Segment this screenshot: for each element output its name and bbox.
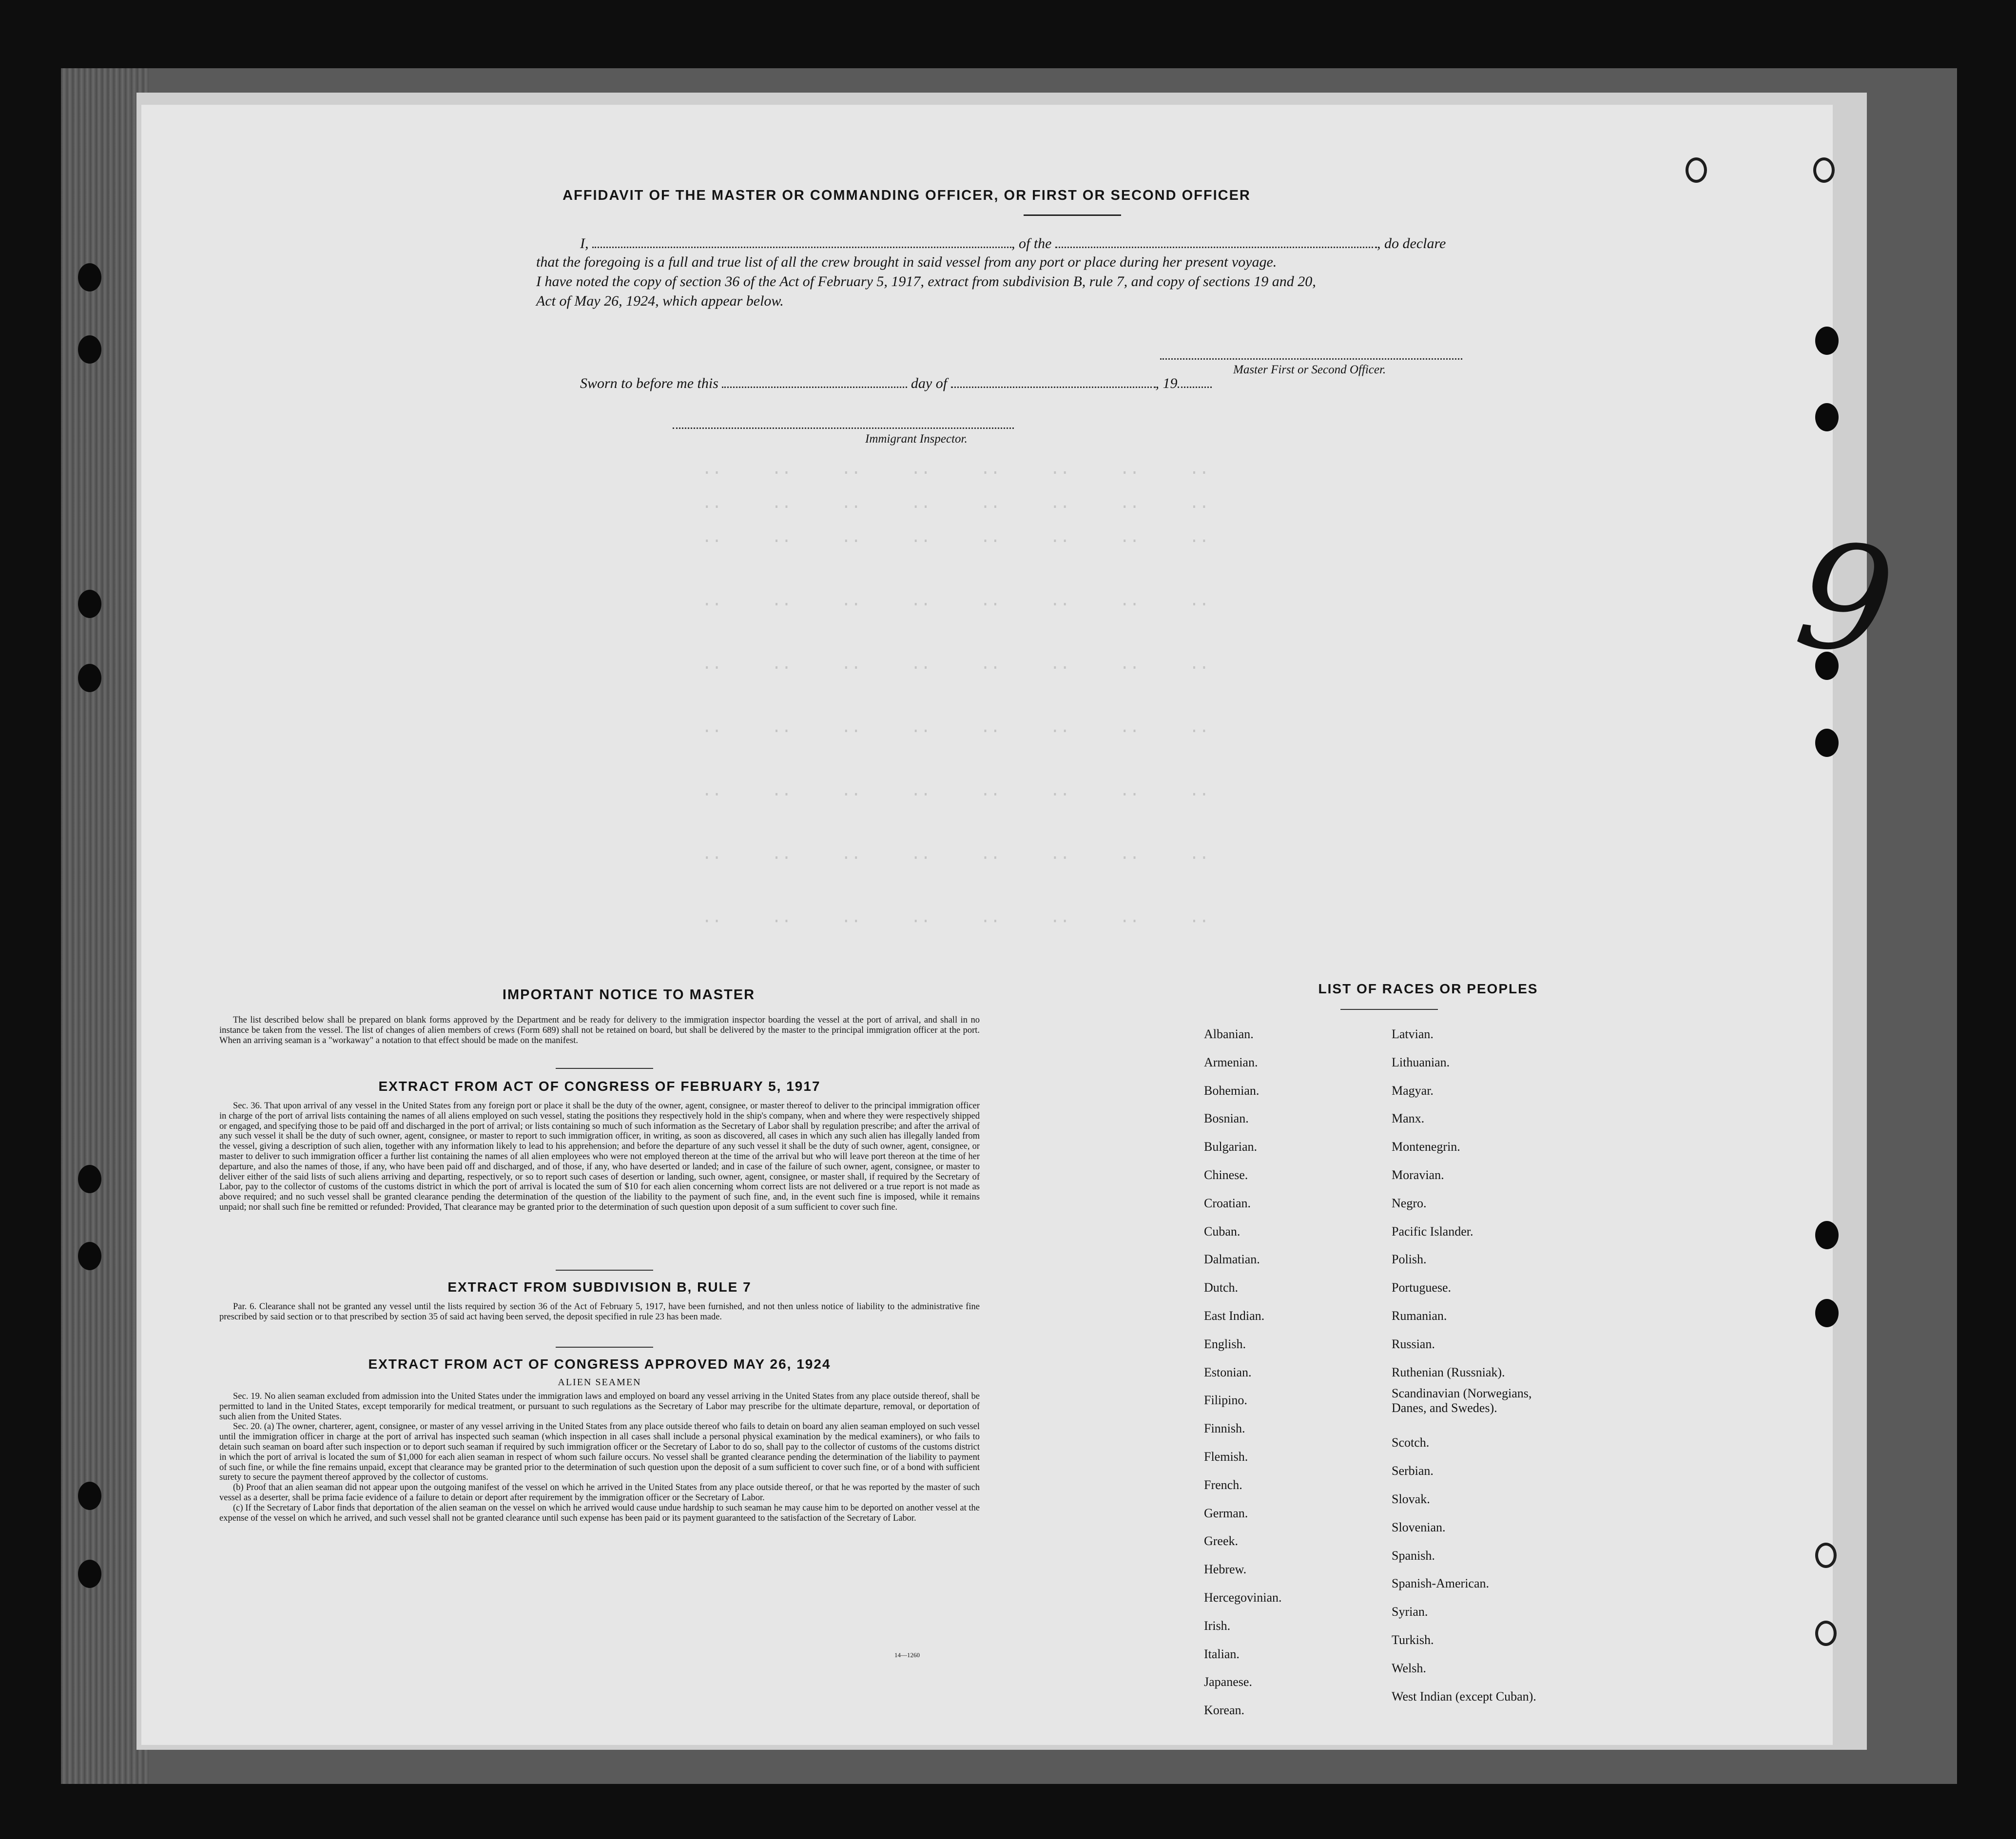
sworn-year-blank	[1178, 374, 1212, 388]
race-entry: Pacific Islander.	[1392, 1224, 1473, 1239]
race-entry: Magyar.	[1392, 1083, 1434, 1098]
race-entry: Latvian.	[1392, 1027, 1434, 1041]
race-entry: Lithuanian.	[1392, 1055, 1450, 1069]
sworn-day-blank	[722, 374, 907, 388]
race-entry: Polish.	[1392, 1252, 1427, 1267]
declarant-prefix: I,	[580, 235, 589, 252]
race-entry: Moravian.	[1392, 1167, 1444, 1182]
race-entry: Filipino.	[1204, 1393, 1247, 1408]
notice-text	[219, 1015, 980, 1045]
race-entry: Italian.	[1204, 1646, 1240, 1661]
races-column-2	[1392, 1020, 1567, 1710]
race-entry: Syrian.	[1392, 1605, 1428, 1619]
extract-divider-2	[556, 1347, 653, 1348]
section-20b-paragraph: (b) Proof that an alien seaman did not appear upon the outgoing manifest of the vessel on which he arrived in the United States from any place outside thereof, or that he was reported by the master of such vessel as a deserter, shall be prima facie evidence of a failure to detain or deport after requirement by the immigration officer or the Secretary of Labor.	[219, 1483, 980, 1503]
extract-1917-title: EXTRACT FROM ACT OF CONGRESS OF FEBRUARY 5, 1917	[378, 1079, 821, 1094]
race-entry: Albanian.	[1204, 1027, 1254, 1041]
rail-hole	[78, 335, 101, 364]
affidavit-page: .. .. .. .. .. .. .. .. .. .. .. .. .. .. .. .. .. .. .. .. .. .. .. .. .. .. .. .. .. .. .. .. .. .. .. .. .. .. .. .. .. .. .. .. .. .. .. .. .. .. .. .. .. .. .. .. .. .. .. .. .. .. .. .. .. .. .. .. .. .. .. .. AFFIDAVIT OF THE MASTER OR COMMANDING OFFICER, OR FIRST OR SECOND OFFICER I, , of the , do declare that the foregoing is a full and true list of all the crew brought in said vessel from any port or place during her present voyage. I have noted the copy of section 36 of the Act of February 5, 1917, extract from subdivision B, rule 7, and copy of sections 19 and 20, Act of May 26, 1924, which appear below. Master First or Second Officer. Sworn to before me this day of , 19 Immigrant Inspector. IMPORTANT NOTICE TO MASTER The list described below shall be prepared on blank forms approved by the Department and be ready for delivery to the immigration inspector boarding the vessel at the port of arrival, and shall in no instance be taken from the vessel. The list of changes of alien members of crews (Form 689) shall not be retained on board, but shall be delivered by the master to the principal immigration officer at the port. When an arriving seaman is a "workaway" a notation to that effect should be made on the manifest. EXTRACT FROM ACT OF CONGRESS OF FEBRUARY 5, 1917 Sec. 36. That upon arrival of any vessel in the United States from any foreign port or place it shall be the duty of the owner, agent, consignee, or master thereof to deliver to the principal immigration officer in charge of the port of arrival lists containing the names of all aliens employed on such vessel, stating the positions they respectively hold in the ship's company, when and where they were respectively shipped or engaged, and specifying those to be paid off and discharged in the port of arrival; or lists containing so much of such information as the Secretary of Labor shall by regulation prescribe; and after the arrival of any such vessel it shall be the duty of such owner, agent, consignee, or master to report to such immigration officer, in writing, as soon as discovered, all cases in which any such alien has illegally landed from the vessel, giving a description of such alien, together with any information likely to lead to his apprehension; and before the departure of any such vessel it shall be the duty of such owner, agent, consignee, or master to deliver to such immigration officer a further list containing the names of all alien employees who were not employed thereon at the time of the arrival but who will leave port thereon at the time of her departure, and also the names of those, if any, who have been paid off and discharged, and of those, if any, who have deserted or landed; and in case of the failure of such owner, agent, consignee, or master to deliver either of the said lists of such aliens arriving and departing, respectively, or so to report such cases of desertion or landing, such owner, agent, consignee, or master shall, if required by the Secretary of Labor, pay to the collector of customs of the customs district in which the port of arrival is located the sum of $10 for each alien concerning whom correct lists are not delivered or a true report is not made as above required; and no such vessel shall be granted clearance pending the determination of the question of the liability to the payment of such fine, and, in the event such fine is imposed, while it remains unpaid; nor shall such fine be remitted or refunded: Provided, That clearance may be granted prior to the determination of such question upon deposit of a sum sufficient to cover such fine. EXTRACT FROM SUBDIVISION B, RULE 7 Par. 6. Clearance shall not be granted any vessel until the lists required by section 36 of the Act of February 5, 1917, have been furnished, and not then unless notice of liability to the administrative fine prescribed by said section or to that prescribed by section 35 of said act having been served, the deposit specified in rule 23 has been made. EXTRACT FROM ACT OF CONGRESS APPROVED MAY 26, 1924 ALIEN SEAMEN Sec. 19. No alien seaman excluded from admission into the United States under the immigration laws and employed on board any vessel arriving in the United States from any place outside thereof, shall be permitted to land in the United States, except temporarily for medical treatment, or pursuant to such regulations as the Secretary of Labor may prescribe for the ultimate departure, removal, or deportation of such alien from the United States. Sec. 20. (a) The owner, charterer, agent, consignee, or master of any vessel arriving in the United States from any place outside thereof who fails to detain on board any alien seaman employed on such vessel until the immigration officer in charge at the port of arrival has inspected such seaman (which inspection in all cases shall include a personal physical examination by the medical examiners), or who fails to detain such seaman on board after such inspection or to deport such seaman if required by such immigration officer or the Secretary of Labor to do so, shall pay to the collector of customs of the customs district in which the port of arrival is located the sum of $1,000 for each alien seaman in respect of whom such failure occurs. No vessel shall be granted clearance pending the determination of the liability to payment of such fine, or while the fine remains unpaid, except that clearance may be granted prior to the determination of such question upon the deposit of a sum sufficient to cover such fine, or of a bond with sufficient surety to secure the payment thereof approved by the collector of customs. (b) Proof that an alien seaman did not appear upon the outgoing manifest of the vessel on which he arrived in the United States from any place outside thereof, or that he was reported by the master of such vessel as a deserter, shall be prima facie evidence of a failure to detain or deport after requirement by the immigration officer or the Secretary of Labor. (c) If the Secretary of Labor finds that deportation of the alien seaman on the vessel on which he arrived would cause undue hardship to such seaman he may cause him to be deported on another vessel at the expense of the vessel on which he arrived, and such vessel shall not be granted clearance until such expense has been paid or its payment guaranteed to the satisfaction of the Secretary of Labor. 14—1260 LIST OF RACES OR PEOPLES Albanian. Armenian. Bohemian. Bosnian. Bulgarian. Chinese. Croatian. Cuban. Dalmatian. Dutch. East Indian. English. Estonian. Filipino. Finnish. Flemish. French. German. Greek. Hebrew. Hercegovinian. Irish. Italian. Japanese. Korean. Latvian. Lithuanian. Magyar. Manx. Montenegrin. Moravian. Negro. Pacific Islander. Polish. Portuguese. Rumanian. Russian. Ruthenian (Russniak). Scandinavian (Norwegians, Danes, and Swedes). Scotch. Serbian. Slovak. Slovenian. Spanish. Spanish-American. Syrian. Turkish. Welsh. West Indian (except Cuban). 9	[141, 105, 1833, 1745]
race-entry: English.	[1204, 1336, 1246, 1351]
race-entry: Serbian.	[1392, 1464, 1434, 1478]
sworn-text: Sworn to before me this	[580, 375, 718, 391]
race-entry: Cuban.	[1204, 1224, 1241, 1239]
inspector-signature-label: Immigrant Inspector.	[865, 432, 968, 445]
section-20a-paragraph: Sec. 20. (a) The owner, charterer, agent, consignee, or master of any vessel arriving in the United States from any place outside thereof who fails to detain on board any alien seaman employed on such vessel until the immigration officer in charge at the port of arrival has inspected such seaman (which inspection in all cases shall include a personal physical examination by the medical examiners), or who fails to detain such seaman on board after such inspection or to deport such seaman if required by such immigration officer or the Secretary of Labor to do so, shall pay to the collector of customs of the customs district in which the port of arrival is located the sum of $1,000 for each alien seaman in respect of whom such failure occurs. No vessel shall be granted clearance pending the determination of the liability to payment of such fine, or while the fine remains unpaid, except that clearance may be granted prior to the determination of such question upon the deposit of a sum sufficient to cover such fine, or of a bond with sufficient surety to secure the payment thereof approved by the collector of customs.	[219, 1422, 980, 1483]
race-entry: Korean.	[1204, 1703, 1245, 1718]
rail-hole	[78, 1560, 101, 1588]
race-entry: Scotch.	[1392, 1435, 1430, 1450]
race-entry: Bohemian.	[1204, 1083, 1260, 1098]
rail-hole	[78, 1482, 101, 1510]
rail-hole	[78, 263, 101, 291]
extract-1924-title: EXTRACT FROM ACT OF CONGRESS APPROVED MAY 26, 1924	[368, 1356, 831, 1372]
binder-hole	[1815, 327, 1839, 355]
race-entry: German.	[1204, 1506, 1248, 1520]
officer-name-blank	[592, 234, 1011, 248]
race-entry: East Indian.	[1204, 1308, 1265, 1323]
race-entry: Welsh.	[1392, 1661, 1426, 1675]
race-entry: Manx.	[1392, 1111, 1425, 1126]
binder-hole	[1686, 157, 1707, 183]
race-entry: Dutch.	[1204, 1280, 1239, 1295]
section-19-paragraph: Sec. 19. No alien seaman excluded from admission into the United States under the immigration laws and employed on board any vessel arriving in the United States from any place outside thereof, shall be permitted to land in the United States, except temporarily for medical treatment, or pursuant to such regulations as the Secretary of Labor may prescribe for the ultimate departure, removal, or deportation of such alien from the United States.	[219, 1392, 980, 1422]
race-entry: Flemish.	[1204, 1449, 1248, 1464]
alien-seamen-subtitle: ALIEN SEAMEN	[558, 1377, 641, 1388]
binder-hole	[1815, 1621, 1837, 1646]
race-entry: Spanish-American.	[1392, 1576, 1490, 1591]
race-entry: Slovak.	[1392, 1491, 1430, 1506]
race-entry: Spanish.	[1392, 1548, 1435, 1563]
binder-hole	[1815, 1221, 1839, 1249]
race-entry: Turkish.	[1392, 1632, 1434, 1647]
extract-1924-text	[219, 1392, 980, 1523]
race-entry: Dalmatian.	[1204, 1252, 1260, 1267]
declaration-line-1	[580, 234, 1446, 252]
section-20c-paragraph: (c) If the Secretary of Labor finds that deportation of the alien seaman on the vessel on which he arrived would cause undue hardship to such seaman he may cause him to be deported on another vessel at the expense of the vessel on which he arrived, and such vessel shall not be granted clearance until such expense has been paid or its payment guaranteed to the satisfaction of the Secretary of Labor.	[219, 1503, 980, 1523]
form-number: 14—1260	[894, 1651, 920, 1659]
race-entry: Russian.	[1392, 1336, 1435, 1351]
notice-paragraph: The list described below shall be prepared on blank forms approved by the Department and be ready for delivery to the immigration inspector boarding the vessel at the port of arrival, and shall in no instance be taken from the vessel. The list of changes of alien members of crews (Form 689) shall not be retained on board, but shall be delivered by the master to the principal immigration officer at the port. When an arriving seaman is a "workaway" a notation to that effect should be made on the manifest.	[219, 1015, 980, 1045]
race-entry: Irish.	[1204, 1618, 1231, 1633]
race-entry: Montenegrin.	[1392, 1140, 1460, 1154]
rule-7-title: EXTRACT FROM SUBDIVISION B, RULE 7	[447, 1279, 752, 1295]
handwritten-page-number: 9	[1787, 508, 1903, 690]
race-entry: Bosnian.	[1204, 1111, 1249, 1126]
of-the-text: , of the	[1011, 235, 1052, 252]
race-entry: Negro.	[1392, 1196, 1427, 1210]
notice-title: IMPORTANT NOTICE TO MASTER	[502, 987, 756, 1003]
notice-divider	[556, 1068, 653, 1069]
race-entry: Greek.	[1204, 1534, 1239, 1549]
race-entry: Hercegovinian.	[1204, 1590, 1282, 1605]
master-signature-blank	[1160, 358, 1462, 360]
sworn-line	[580, 374, 1212, 392]
binder-hole	[1815, 1299, 1839, 1327]
sworn-month-blank	[951, 374, 1156, 388]
race-entry: Japanese.	[1204, 1675, 1252, 1689]
rule-7-paragraph: Par. 6. Clearance shall not be granted any vessel until the lists required by section 36 of the Act of February 5, 1917, have been furnished, and not then unless notice of liability to the administrative fine prescribed by said section or to that prescribed by section 35 of said act having been served, the deposit specified in rule 23 has been made.	[219, 1302, 980, 1322]
rail-hole	[78, 664, 101, 692]
binder-hole	[1815, 729, 1839, 757]
rail-hole	[78, 1242, 101, 1270]
races-title: LIST OF RACES OR PEOPLES	[1318, 981, 1538, 996]
binder-hole	[1815, 403, 1839, 431]
master-signature-label: Master First or Second Officer.	[1233, 363, 1386, 376]
declaration-line-2: that the foregoing is a full and true list of all the crew brought in said vessel from any port or place during her present voyage.	[536, 254, 1277, 270]
vessel-name-blank	[1055, 234, 1377, 248]
do-declare-text: , do declare	[1377, 235, 1446, 252]
race-entry: Croatian.	[1204, 1196, 1251, 1210]
races-divider	[1340, 1009, 1438, 1010]
race-entry: Slovenian.	[1392, 1520, 1446, 1534]
race-entry: Chinese.	[1204, 1167, 1248, 1182]
affidavit-title: AFFIDAVIT OF THE MASTER OR COMMANDING OFFICER, OR FIRST OR SECOND OFFICER	[562, 188, 1251, 203]
rule-7-text	[219, 1302, 980, 1322]
section-36-paragraph: Sec. 36. That upon arrival of any vessel in the United States from any foreign port or place it shall be the duty of the owner, agent, consignee, or master thereof to deliver to the principal immigration officer in charge of the port of arrival lists containing the names of all aliens employed on such vessel, stating the positions they respectively hold in the ship's company, when and where they were respectively shipped or engaged, and specifying those to be paid off and discharged in the port of arrival; or lists containing so much of such information as the Secretary of Labor shall by regulation prescribe; and after the arrival of any such vessel it shall be the duty of such owner, agent, consignee, or master to report to such immigration officer, in writing, as soon as discovered, all cases in which any such alien has illegally landed from the vessel, giving a description of such alien, together with any information likely to lead to his apprehension; and before the departure of any such vessel it shall be the duty of such owner, agent, consignee, or master to deliver to such immigration officer a further list containing the names of all alien employees who were not employed thereon at the time of the arrival but who will leave port thereon at the time of her departure, and also the names of those, if any, who have been paid off and discharged, and of those, if any, who have deserted or landed; and in case of the failure of such owner, agent, consignee, or master to deliver either of the said lists of such aliens arriving and departing, respectively, or so to report such cases of desertion or landing, such owner, agent, consignee, or master shall, if required by the Secretary of Labor, pay to the collector of customs of the customs district in which the port of arrival is located the sum of $10 for each alien concerning whom correct lists are not delivered or a true report is not made as above required; and no such vessel shall be granted clearance pending the determination of the question of the liability to the payment of such fine, and, in the event such fine is imposed, while it remains unpaid; nor shall such fine be remitted or refunded: Provided, That clearance may be granted prior to the determination of such question upon deposit of a sum sufficient to cover such fine.	[219, 1101, 980, 1212]
race-entry: Ruthenian (Russniak).	[1392, 1365, 1505, 1379]
race-entry: Armenian.	[1204, 1055, 1258, 1069]
race-entry: Estonian.	[1204, 1365, 1252, 1379]
race-entry: West Indian (except Cuban).	[1392, 1689, 1536, 1703]
binding-rail	[61, 68, 149, 1784]
race-entry: Rumanian.	[1392, 1308, 1447, 1323]
declaration-line-4: Act of May 26, 1924, which appear below.	[536, 293, 784, 309]
binder-hole	[1813, 157, 1835, 183]
declaration-line-3: I have noted the copy of section 36 of the Act of February 5, 1917, extract from subdivision B, rule 7, and copy of sections 19 and 20,	[536, 273, 1316, 290]
rail-hole	[78, 1165, 101, 1193]
binder-hole	[1815, 1543, 1837, 1568]
day-of-text: day of	[911, 375, 948, 391]
year-prefix: , 19	[1155, 375, 1178, 391]
races-column-1	[1204, 1020, 1282, 1724]
race-entry: French.	[1204, 1477, 1242, 1492]
race-entry: Finnish.	[1204, 1421, 1245, 1436]
extract-divider-1	[556, 1270, 653, 1271]
extract-1917-text	[219, 1101, 980, 1213]
race-entry: Scandinavian (Norwegians, Danes, and Swedes).	[1392, 1386, 1532, 1415]
title-divider	[1024, 214, 1121, 216]
race-entry: Bulgarian.	[1204, 1140, 1258, 1154]
rail-hole	[78, 590, 101, 618]
race-entry: Portuguese.	[1392, 1280, 1452, 1295]
inspector-signature-blank	[673, 427, 1014, 429]
race-entry: Hebrew.	[1204, 1562, 1247, 1577]
